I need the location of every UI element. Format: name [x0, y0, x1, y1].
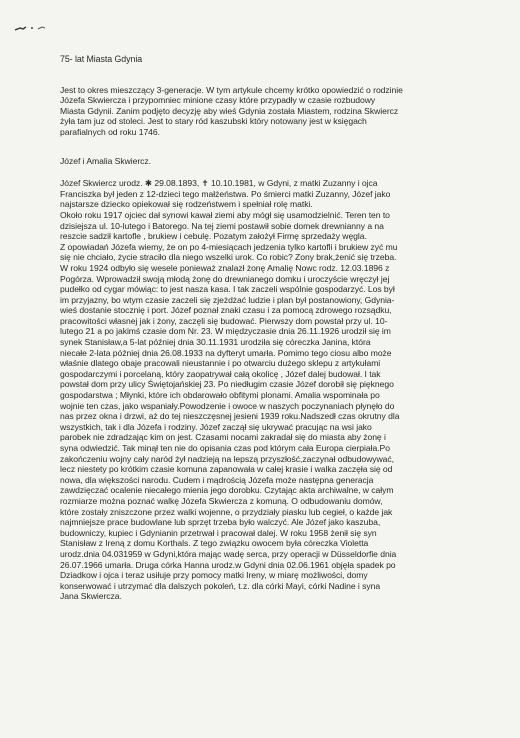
body-line: 26.07.1966 umarła. Druga córka Hanna urodz.w Gdyni dnia 02.06.1961 objęła spadek po: [60, 559, 396, 570]
body-line: właśnie dlatego obaje pracowali nieustannie i po otwarciu dużego sklepu z artykułami: [60, 358, 381, 369]
body-line: wojnie ten czas, jako wspaniały.Powodzenie i owoce w naszych poczynaniach płynęło do: [60, 400, 395, 411]
body-line: wszystkich, tak i dla Józefa i rodziny. Józef zaczął się ukrywać pracując na wsi jako: [60, 421, 372, 432]
body-line: powstał dom przy ulicy Świętojańskiej 23. Po niedługim czasie Józef dorobił się pięknego: [60, 379, 394, 390]
body-line: gospodarczymi i porcelaną, który zaopatrywał całą okolicę , Józef dalej budował. I tak: [60, 368, 381, 379]
body-line: pudełko od cygar mówiąc: to jest nasza kasa. I tak zaczeli wspólnie gospodarzyć. Los był: [60, 284, 395, 295]
body-line: dzisiejsza ul. 10-lutego i Batorego. Na tej ziemi postawił sobie domek drewnianny a na: [60, 220, 384, 231]
body-line: Jana Skwiercza.: [60, 591, 122, 602]
intro-paragraph: [60, 85, 490, 138]
document-body: [60, 54, 490, 602]
main-paragraph: [60, 178, 490, 602]
intro-line: żyła tam juz od stoleci. Jest to stary ród kaszubski który notowany jest w księgach: [60, 116, 367, 127]
body-line: rozmiarze można poznać walkę Józefa Skwiercza z komuną. O odbudowaniu domów,: [60, 495, 383, 506]
body-line: najstarsze dziecko opiekował się rodzeństwem i spełniał rolę matki.: [60, 199, 313, 210]
body-line: niecałe 2-lata później dnia 26.08.1933 na dyfteryt umarła. Pomimo tego ciosu albo może: [60, 347, 392, 358]
intro-line: Miasta Gdynii. Zanim podjęto decyzję aby wieś Gdynia została Miastem, rodzina Skwiercz: [60, 105, 399, 116]
body-line: Około roku 1917 ojciec dał synowi kawał ziemi aby mógł się usamodzielnić. Teren ten to: [60, 209, 390, 220]
body-line: lecz niestety po krótkim czasie komuna zapanowała w całej krasie i walka zaczęła się od: [60, 464, 393, 475]
body-line: reszcie sadził kartofle , brukiew i cebulę. Pozatym założył Firmę sprzedaży węgla.: [60, 231, 367, 242]
body-line: konserwować i utrzymać dla dalszych pokoleń, t.z. dla córki Mayi, córki Nadine i syna: [60, 580, 381, 591]
body-line: pracowitości własnej jak i żony, zaczęli się budować. Pierwszy dom powstał przy ul. 10-: [60, 315, 388, 326]
body-line: zawdzięczać ocalenie niecałego mienia jego dorobku. Czytając akta archiwalne, w całym: [60, 485, 394, 496]
body-line: się nie chciało, życie straciło dla niego wszelki urok. Co robic? Zony brak,żenić się trzeba.: [60, 252, 397, 263]
section-subtitle: Józef i Amalia Skwiercz.: [60, 155, 151, 166]
body-line: im przyjazny, bo wtym czasie zaczeli się zjeżdżać ludzie i plan był postanowiony, Gdynia-: [60, 294, 395, 305]
body-line: budowniczy, kupiec i Gdynianin przetrwał i pracował dalej. W roku 1958 żenił się syn: [60, 527, 377, 538]
intro-line: parafialnych od roku 1746.: [60, 126, 160, 137]
intro-line: Józefa Skwiercza i przypomniec minione czasy które przypadły w czasie rozbudowy: [60, 95, 376, 106]
intro-line: Jest to okres mieszczący 3-generacje. W tym artykule chcemy krótko opowiedzić o rodzinie: [60, 84, 403, 95]
body-line: Franciszka był jeden z 12-dzieci tego małżeństwa. Po śmierci matki Zuzanny, Józef jako: [60, 188, 391, 199]
body-line: nowa, dla większości narodu. Cudem i mądrością Józefa może następna generacja: [60, 474, 374, 485]
scan-artifact-mark: [14, 24, 54, 32]
body-line: które zostały zniszczone przez walki wojenne, o przydziały piasku lub cegieł, o każde jak: [60, 506, 393, 517]
body-line: najmniejsze prace budowlane lub sprzęt trzeba było walczyć. Ale Józef jako kaszuba,: [60, 517, 381, 528]
body-line: syna odwiedzić. Tak minął ten nie do opisania czas pod którym cała Europa cierpiała.Po: [60, 443, 390, 453]
body-line: Stanisław z Ireną z domu Korthals. Z tego związku owocem była córeczka Violetta: [60, 538, 369, 549]
body-line: parobek nie zdradzając kim on jest. Czasami nocami zakradał się do miasta aby żonę i: [60, 432, 386, 443]
body-line: urodz.dnia 04.031959 w Gdyni,która mając wadę serca, przy operacji w Düsseldorfie dnia: [60, 548, 397, 559]
body-line: Dziadkow i ojca i teraz usiłuje przy pomocy matki Ireny, w miarę możliwości, domy: [60, 570, 368, 581]
document-title: 75- lat Miasta Gdynia: [60, 54, 143, 64]
body-line: Z opowiadań Józefa wiemy, że on po 4-miesiącach jedzenia tylko kartofli i brukiew zyć mu: [60, 241, 398, 252]
body-line: synek Stanisław,a 5-lat później dnia 30.11.1931 urodziła się córeczka Janina, która: [60, 337, 371, 348]
body-line: zakończeniu wojny cały naród żył nadzieją na lepszą przyszłość,zaczynał odbudowywać,: [60, 453, 394, 464]
body-line: Józef Skwiercz urodz. ✱ 29.08.1893, ✝ 10.10.1981, w Gdyni, z matki Zuzanny i ojca: [60, 178, 378, 189]
body-line: W roku 1924 odbyło się wesele ponieważ znalazł żonę Amalię Nowc rodz. 12.03.1896 z: [60, 262, 390, 273]
body-line: nas przez okna i drzwi, aż do tej nieszczęsnej jesieni 1939 roku.Nadszedł czas okrutny dla: [60, 411, 400, 422]
body-line: gospodarstwa ; Młynki, które ich obdarowało obfitymi plonami. Amalia wspominała po: [60, 390, 380, 401]
body-line: lutego 21 a po jakimś czasie dom Nr. 23. W międzyczasie dnia 26.11.1926 urodził się im: [60, 326, 391, 337]
body-line: wieś dostanie stocznię i port. Józef poznał znaki czasu i za pomocą zdrowego rozsądku,: [60, 305, 392, 316]
body-line: Pogórza. Wprowadził swoją młodą żonę do drewnianego domku i uroczyście wręczył jej: [60, 273, 390, 284]
